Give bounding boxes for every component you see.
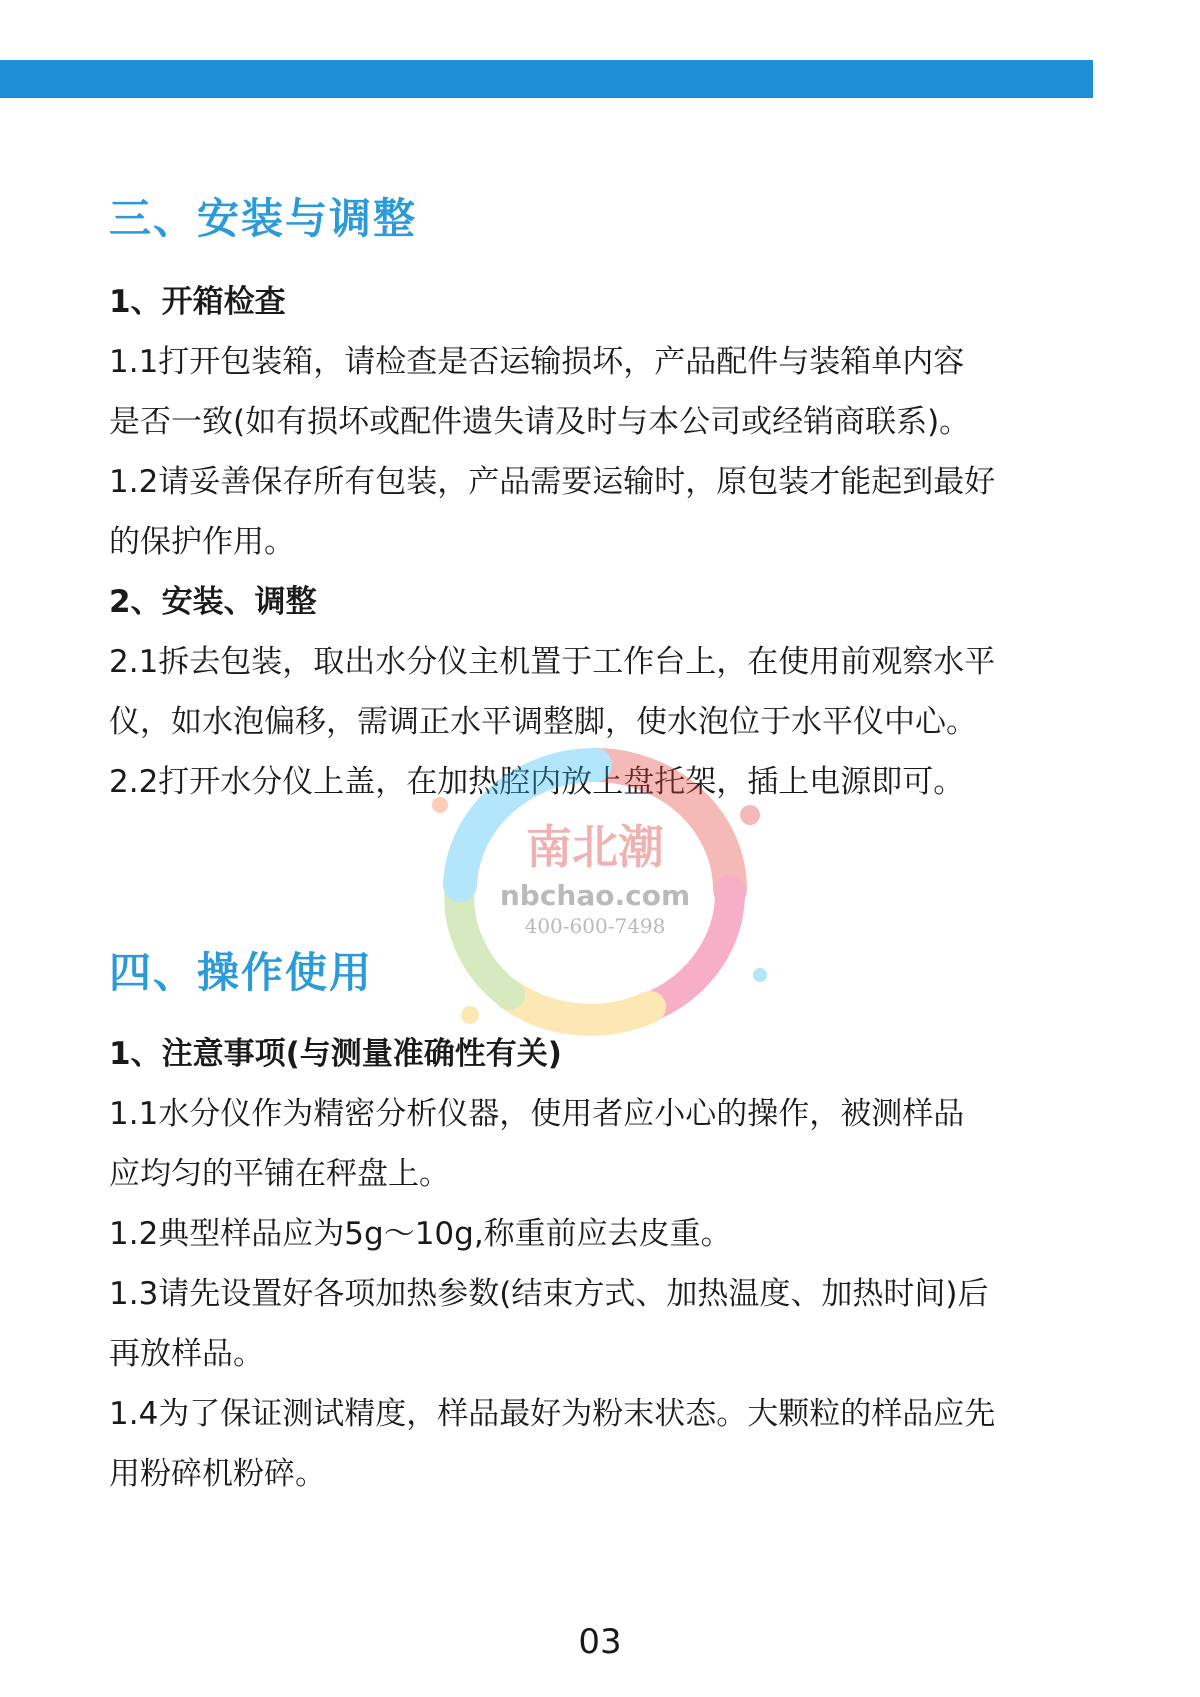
header-bar (0, 60, 1093, 98)
watermark-site: nbchao.com (499, 879, 691, 912)
section-title-operation: 四、操作使用 (109, 948, 374, 997)
paragraph-line: 1.3请先设置好各项加热参数(结束方式、加热温度、加热时间)后 (109, 1276, 989, 1312)
paragraph-line: 应均匀的平铺在秤盘上。 (109, 1156, 450, 1192)
page-number: 03 (578, 1622, 622, 1662)
paragraph-line: 2.1拆去包装，取出水分仪主机置于工作台上，在使用前观察水平 (109, 644, 996, 680)
watermark-brand: 南北潮 (526, 820, 664, 874)
paragraph-line: 仪，如水泡偏移，需调正水平调整脚，使水泡位于水平仪中心。 (109, 704, 977, 740)
section-title-installation: 三、安装与调整 (109, 194, 418, 243)
subtitle-precautions: 1、注意事项(与测量准确性有关) (109, 1036, 562, 1072)
paragraph-line: 1.1水分仪作为精密分析仪器，使用者应小心的操作，被测样品 (109, 1096, 965, 1132)
paragraph-line: 是否一致(如有损坏或配件遗失请及时与本公司或经销商联系)。 (109, 404, 971, 440)
page-content (109, 190, 1109, 1504)
paragraph-line: 的保护作用。 (109, 524, 295, 560)
paragraph-line: 1.4为了保证测试精度，样品最好为粉末状态。大颗粒的样品应先 (109, 1396, 996, 1432)
paragraph-line: 用粉碎机粉碎。 (109, 1456, 326, 1492)
paragraph-line: 2.2打开水分仪上盖，在加热腔内放上盘托架，插上电源即可。 (109, 764, 965, 800)
subtitle-install-adjust: 2、安装、调整 (109, 584, 317, 620)
paragraph-line: 1.2典型样品应为5g～10g,称重前应去皮重。 (109, 1216, 732, 1252)
paragraph-line: 再放样品。 (109, 1336, 264, 1372)
paragraph-line: 1.2请妥善保存所有包装，产品需要运输时，原包装才能起到最好 (109, 464, 996, 500)
watermark-phone: 400-600-7498 (524, 914, 666, 938)
subtitle-unboxing: 1、开箱检查 (109, 284, 286, 320)
paragraph-line: 1.1打开包装箱，请检查是否运输损坏，产品配件与装箱单内容 (109, 344, 965, 380)
